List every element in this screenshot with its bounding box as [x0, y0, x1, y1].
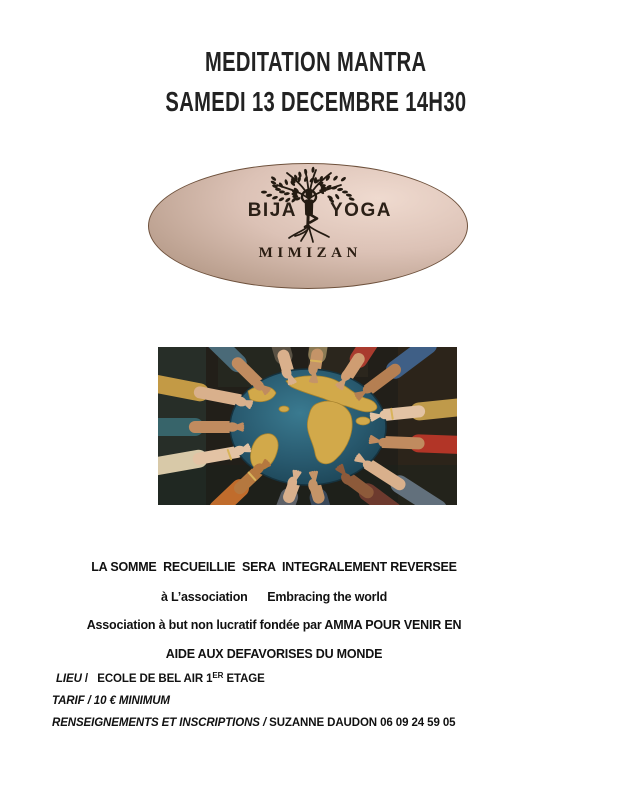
contact-line: [52, 717, 455, 729]
lieu-line: [52, 673, 265, 685]
event-title: [0, 48, 618, 76]
contact-label: RENSEIGNEMENTS ET INSCRIPTIONS /: [52, 717, 270, 729]
hands-globe-art: [158, 347, 457, 505]
logo-name-right: YOGA: [330, 200, 392, 221]
message-line-1: LA SOMME RECUEILLIE SERA INTEGRALEMENT REVERSEE: [91, 560, 457, 574]
event-datetime: [0, 88, 618, 116]
lieu-label: LIEU: [56, 673, 82, 685]
lieu-superscript: ER: [212, 671, 224, 680]
message-line-4: AIDE AUX DEFAVORISES DU MONDE: [165, 647, 383, 661]
hands-around-globe-image: [158, 347, 457, 505]
contact-value: SUZANNE DAUDON 06 09 24 59 05: [269, 717, 456, 729]
bija-yoga-logo: [148, 163, 468, 289]
lieu-value: ECOLE DE BEL AIR 1: [97, 673, 213, 685]
tree-roots: [289, 226, 329, 242]
logo-name-left: BIJA: [247, 200, 297, 221]
lieu-tail: ETAGE: [223, 673, 265, 685]
event-datetime-text: SAMEDI 13 DECEMBRE 14H30: [165, 86, 467, 117]
message-line-2: à L’association Embracing the world: [160, 590, 388, 604]
message-line-3: Association à but non lucratif fondée par AMMA POUR VENIR EN: [86, 618, 462, 632]
logo-city: MIMIZAN: [258, 245, 362, 261]
event-title-text: MEDITATION MANTRA: [205, 46, 427, 77]
lieu-slash: /: [81, 673, 98, 685]
tarif-line: TARIF / 10 € MINIMUM: [52, 695, 170, 707]
